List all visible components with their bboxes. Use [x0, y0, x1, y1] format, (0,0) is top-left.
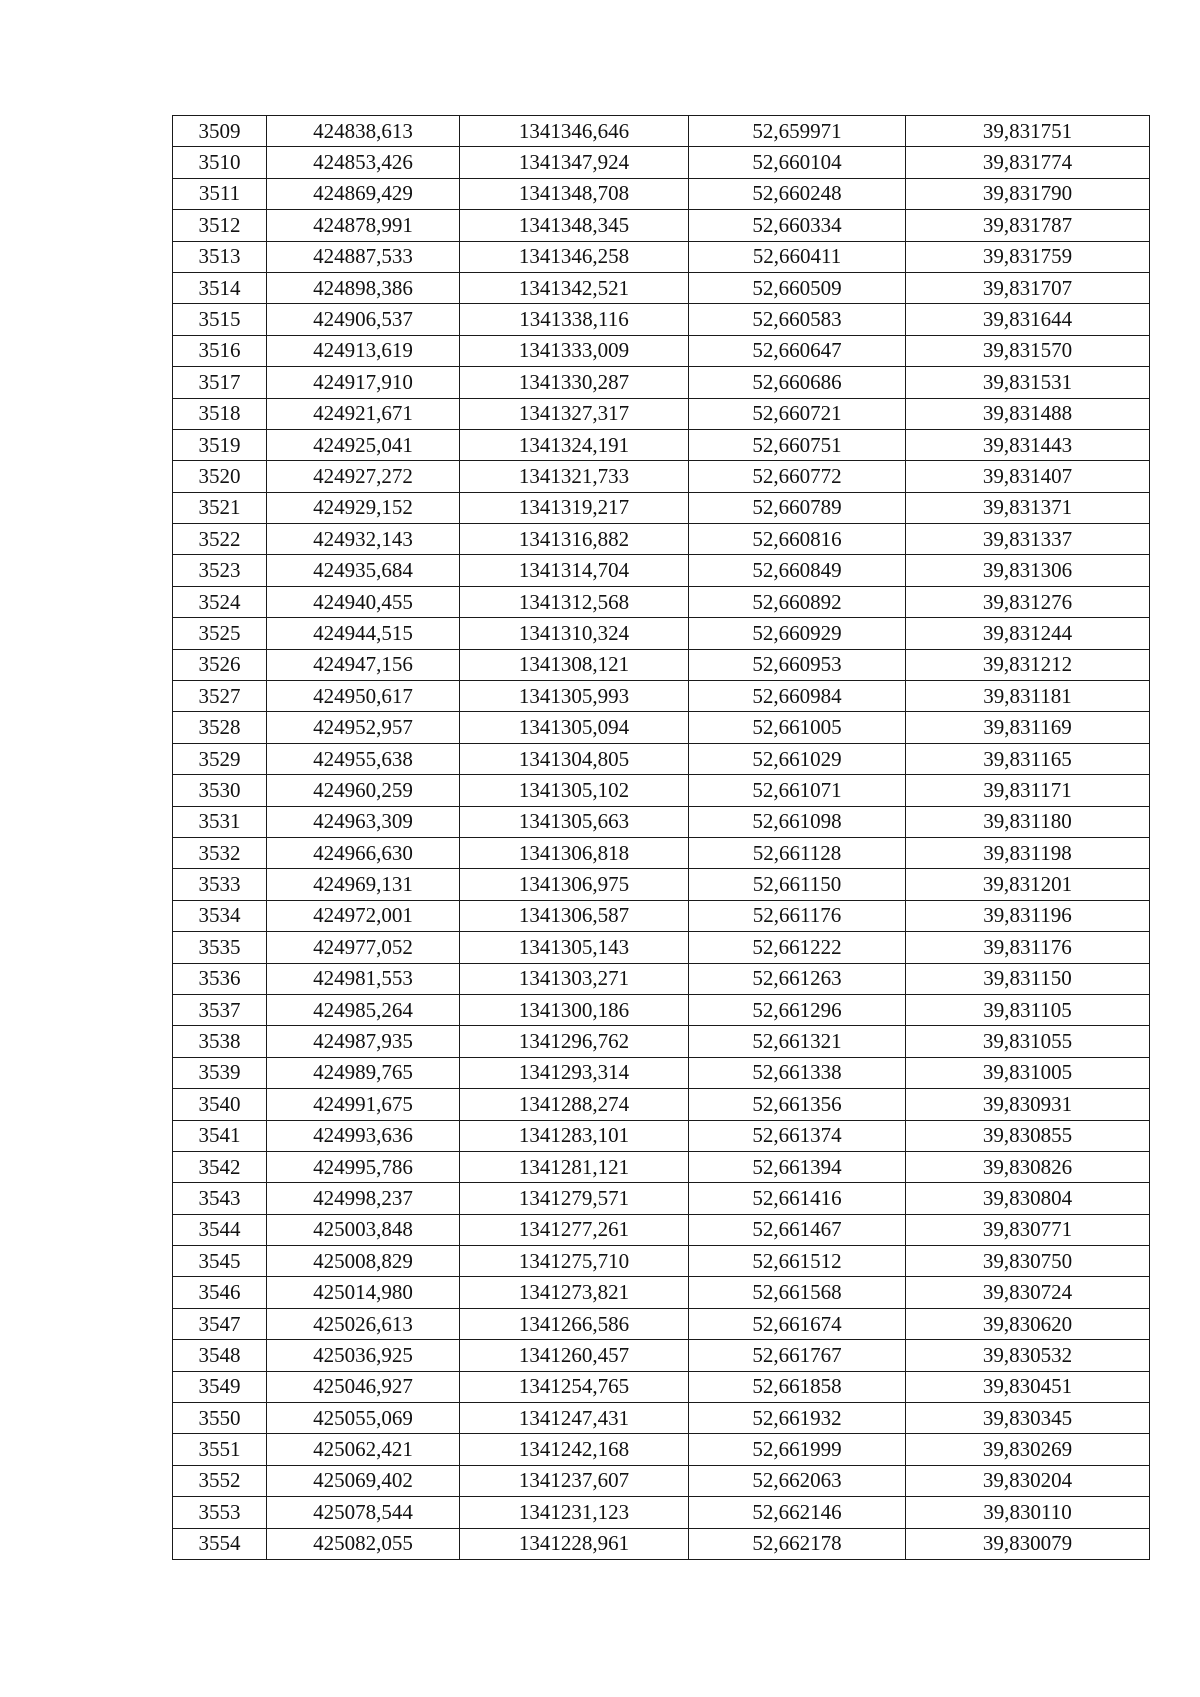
table-row: [173, 147, 1150, 178]
table-row: [173, 681, 1150, 712]
longitude-cell: 39,831150: [906, 963, 1150, 994]
y-coordinate-cell: 1341327,317: [460, 398, 689, 429]
point-number-cell: 3550: [173, 1403, 267, 1434]
x-coordinate-cell: 424947,156: [267, 649, 460, 680]
y-coordinate-cell: 1341314,704: [460, 555, 689, 586]
latitude-cell: 52,660892: [689, 586, 906, 617]
point-number-cell: 3512: [173, 210, 267, 241]
table-row: [173, 241, 1150, 272]
x-coordinate-cell: 425062,421: [267, 1434, 460, 1465]
latitude-cell: 52,660334: [689, 210, 906, 241]
latitude-cell: 52,660751: [689, 429, 906, 460]
x-coordinate-cell: 425008,829: [267, 1246, 460, 1277]
x-coordinate-cell: 424993,636: [267, 1120, 460, 1151]
latitude-cell: 52,660789: [689, 492, 906, 523]
point-number-cell: 3514: [173, 272, 267, 303]
point-number-cell: 3532: [173, 837, 267, 868]
longitude-cell: 39,831176: [906, 932, 1150, 963]
longitude-cell: 39,830826: [906, 1151, 1150, 1182]
y-coordinate-cell: 1341260,457: [460, 1340, 689, 1371]
latitude-cell: 52,661222: [689, 932, 906, 963]
y-coordinate-cell: 1341308,121: [460, 649, 689, 680]
point-number-cell: 3526: [173, 649, 267, 680]
longitude-cell: 39,831181: [906, 681, 1150, 712]
point-number-cell: 3546: [173, 1277, 267, 1308]
longitude-cell: 39,831244: [906, 618, 1150, 649]
latitude-cell: 52,661767: [689, 1340, 906, 1371]
table-row: [173, 1497, 1150, 1528]
table-row: [173, 492, 1150, 523]
point-number-cell: 3525: [173, 618, 267, 649]
y-coordinate-cell: 1341279,571: [460, 1183, 689, 1214]
x-coordinate-cell: 424950,617: [267, 681, 460, 712]
table-row: [173, 1246, 1150, 1277]
y-coordinate-cell: 1341306,818: [460, 837, 689, 868]
table-row: [173, 178, 1150, 209]
longitude-cell: 39,830804: [906, 1183, 1150, 1214]
point-number-cell: 3548: [173, 1340, 267, 1371]
y-coordinate-cell: 1341275,710: [460, 1246, 689, 1277]
table-row: [173, 1434, 1150, 1465]
y-coordinate-cell: 1341306,587: [460, 900, 689, 931]
y-coordinate-cell: 1341303,271: [460, 963, 689, 994]
x-coordinate-cell: 424935,684: [267, 555, 460, 586]
table-row: [173, 429, 1150, 460]
table-row: [173, 555, 1150, 586]
y-coordinate-cell: 1341312,568: [460, 586, 689, 617]
y-coordinate-cell: 1341305,102: [460, 775, 689, 806]
point-number-cell: 3552: [173, 1465, 267, 1496]
longitude-cell: 39,831165: [906, 743, 1150, 774]
x-coordinate-cell: 424898,386: [267, 272, 460, 303]
table-row: [173, 932, 1150, 963]
table-row: [173, 272, 1150, 303]
y-coordinate-cell: 1341348,345: [460, 210, 689, 241]
longitude-cell: 39,831005: [906, 1057, 1150, 1088]
longitude-cell: 39,831337: [906, 524, 1150, 555]
latitude-cell: 52,661005: [689, 712, 906, 743]
y-coordinate-cell: 1341330,287: [460, 367, 689, 398]
latitude-cell: 52,662178: [689, 1528, 906, 1559]
latitude-cell: 52,661128: [689, 837, 906, 868]
point-number-cell: 3541: [173, 1120, 267, 1151]
point-number-cell: 3535: [173, 932, 267, 963]
latitude-cell: 52,661321: [689, 1026, 906, 1057]
longitude-cell: 39,830204: [906, 1465, 1150, 1496]
longitude-cell: 39,831774: [906, 147, 1150, 178]
x-coordinate-cell: 424927,272: [267, 461, 460, 492]
coordinates-table: [172, 115, 1150, 1560]
x-coordinate-cell: 425055,069: [267, 1403, 460, 1434]
point-number-cell: 3545: [173, 1246, 267, 1277]
y-coordinate-cell: 1341319,217: [460, 492, 689, 523]
latitude-cell: 52,660647: [689, 335, 906, 366]
point-number-cell: 3536: [173, 963, 267, 994]
y-coordinate-cell: 1341266,586: [460, 1308, 689, 1339]
table-row: [173, 963, 1150, 994]
y-coordinate-cell: 1341304,805: [460, 743, 689, 774]
longitude-cell: 39,831196: [906, 900, 1150, 931]
y-coordinate-cell: 1341348,708: [460, 178, 689, 209]
latitude-cell: 52,660772: [689, 461, 906, 492]
y-coordinate-cell: 1341277,261: [460, 1214, 689, 1245]
x-coordinate-cell: 424887,533: [267, 241, 460, 272]
table-row: [173, 837, 1150, 868]
longitude-cell: 39,831707: [906, 272, 1150, 303]
table-row: [173, 335, 1150, 366]
table-row: [173, 1308, 1150, 1339]
coordinates-table-body: [173, 116, 1150, 1560]
y-coordinate-cell: 1341237,607: [460, 1465, 689, 1496]
table-row: [173, 1371, 1150, 1402]
latitude-cell: 52,661176: [689, 900, 906, 931]
x-coordinate-cell: 425078,544: [267, 1497, 460, 1528]
point-number-cell: 3538: [173, 1026, 267, 1057]
latitude-cell: 52,659971: [689, 116, 906, 147]
longitude-cell: 39,830345: [906, 1403, 1150, 1434]
x-coordinate-cell: 424929,152: [267, 492, 460, 523]
point-number-cell: 3521: [173, 492, 267, 523]
latitude-cell: 52,660411: [689, 241, 906, 272]
x-coordinate-cell: 425082,055: [267, 1528, 460, 1559]
latitude-cell: 52,661098: [689, 806, 906, 837]
table-row: [173, 398, 1150, 429]
point-number-cell: 3517: [173, 367, 267, 398]
x-coordinate-cell: 425026,613: [267, 1308, 460, 1339]
latitude-cell: 52,662146: [689, 1497, 906, 1528]
point-number-cell: 3544: [173, 1214, 267, 1245]
y-coordinate-cell: 1341324,191: [460, 429, 689, 460]
point-number-cell: 3527: [173, 681, 267, 712]
point-number-cell: 3533: [173, 869, 267, 900]
point-number-cell: 3554: [173, 1528, 267, 1559]
x-coordinate-cell: 424913,619: [267, 335, 460, 366]
longitude-cell: 39,831759: [906, 241, 1150, 272]
point-number-cell: 3528: [173, 712, 267, 743]
y-coordinate-cell: 1341293,314: [460, 1057, 689, 1088]
table-row: [173, 210, 1150, 241]
x-coordinate-cell: 424969,131: [267, 869, 460, 900]
longitude-cell: 39,830750: [906, 1246, 1150, 1277]
longitude-cell: 39,831531: [906, 367, 1150, 398]
table-row: [173, 116, 1150, 147]
table-row: [173, 649, 1150, 680]
latitude-cell: 52,661150: [689, 869, 906, 900]
longitude-cell: 39,831787: [906, 210, 1150, 241]
x-coordinate-cell: 424960,259: [267, 775, 460, 806]
y-coordinate-cell: 1341242,168: [460, 1434, 689, 1465]
y-coordinate-cell: 1341231,123: [460, 1497, 689, 1528]
latitude-cell: 52,660686: [689, 367, 906, 398]
table-row: [173, 869, 1150, 900]
x-coordinate-cell: 424998,237: [267, 1183, 460, 1214]
table-row: [173, 900, 1150, 931]
longitude-cell: 39,830620: [906, 1308, 1150, 1339]
point-number-cell: 3529: [173, 743, 267, 774]
table-row: [173, 1026, 1150, 1057]
x-coordinate-cell: 424966,630: [267, 837, 460, 868]
latitude-cell: 52,661932: [689, 1403, 906, 1434]
latitude-cell: 52,661674: [689, 1308, 906, 1339]
longitude-cell: 39,831171: [906, 775, 1150, 806]
y-coordinate-cell: 1341288,274: [460, 1089, 689, 1120]
x-coordinate-cell: 424940,455: [267, 586, 460, 617]
point-number-cell: 3530: [173, 775, 267, 806]
latitude-cell: 52,661356: [689, 1089, 906, 1120]
y-coordinate-cell: 1341346,646: [460, 116, 689, 147]
y-coordinate-cell: 1341300,186: [460, 994, 689, 1025]
y-coordinate-cell: 1341333,009: [460, 335, 689, 366]
longitude-cell: 39,831198: [906, 837, 1150, 868]
latitude-cell: 52,660929: [689, 618, 906, 649]
x-coordinate-cell: 424944,515: [267, 618, 460, 649]
latitude-cell: 52,661263: [689, 963, 906, 994]
x-coordinate-cell: 425046,927: [267, 1371, 460, 1402]
table-row: [173, 1089, 1150, 1120]
y-coordinate-cell: 1341310,324: [460, 618, 689, 649]
point-number-cell: 3523: [173, 555, 267, 586]
table-row: [173, 994, 1150, 1025]
point-number-cell: 3515: [173, 304, 267, 335]
latitude-cell: 52,662063: [689, 1465, 906, 1496]
point-number-cell: 3516: [173, 335, 267, 366]
table-row: [173, 461, 1150, 492]
x-coordinate-cell: 425036,925: [267, 1340, 460, 1371]
latitude-cell: 52,660953: [689, 649, 906, 680]
table-row: [173, 1277, 1150, 1308]
y-coordinate-cell: 1341296,762: [460, 1026, 689, 1057]
longitude-cell: 39,830079: [906, 1528, 1150, 1559]
table-row: [173, 1528, 1150, 1559]
x-coordinate-cell: 424995,786: [267, 1151, 460, 1182]
longitude-cell: 39,831443: [906, 429, 1150, 460]
longitude-cell: 39,831201: [906, 869, 1150, 900]
table-row: [173, 1120, 1150, 1151]
y-coordinate-cell: 1341305,993: [460, 681, 689, 712]
longitude-cell: 39,831180: [906, 806, 1150, 837]
x-coordinate-cell: 424853,426: [267, 147, 460, 178]
point-number-cell: 3542: [173, 1151, 267, 1182]
table-row: [173, 1403, 1150, 1434]
latitude-cell: 52,660816: [689, 524, 906, 555]
point-number-cell: 3537: [173, 994, 267, 1025]
point-number-cell: 3531: [173, 806, 267, 837]
longitude-cell: 39,831790: [906, 178, 1150, 209]
x-coordinate-cell: 424878,991: [267, 210, 460, 241]
x-coordinate-cell: 425003,848: [267, 1214, 460, 1245]
latitude-cell: 52,660849: [689, 555, 906, 586]
point-number-cell: 3520: [173, 461, 267, 492]
table-row: [173, 712, 1150, 743]
y-coordinate-cell: 1341338,116: [460, 304, 689, 335]
point-number-cell: 3547: [173, 1308, 267, 1339]
x-coordinate-cell: 424869,429: [267, 178, 460, 209]
x-coordinate-cell: 424987,935: [267, 1026, 460, 1057]
table-row: [173, 1340, 1150, 1371]
longitude-cell: 39,831306: [906, 555, 1150, 586]
latitude-cell: 52,661071: [689, 775, 906, 806]
y-coordinate-cell: 1341305,143: [460, 932, 689, 963]
table-row: [173, 1057, 1150, 1088]
longitude-cell: 39,831407: [906, 461, 1150, 492]
x-coordinate-cell: 424932,143: [267, 524, 460, 555]
table-row: [173, 618, 1150, 649]
latitude-cell: 52,661512: [689, 1246, 906, 1277]
y-coordinate-cell: 1341316,882: [460, 524, 689, 555]
latitude-cell: 52,660509: [689, 272, 906, 303]
point-number-cell: 3540: [173, 1089, 267, 1120]
latitude-cell: 52,661416: [689, 1183, 906, 1214]
longitude-cell: 39,831751: [906, 116, 1150, 147]
x-coordinate-cell: 424921,671: [267, 398, 460, 429]
y-coordinate-cell: 1341247,431: [460, 1403, 689, 1434]
longitude-cell: 39,831276: [906, 586, 1150, 617]
longitude-cell: 39,831570: [906, 335, 1150, 366]
point-number-cell: 3553: [173, 1497, 267, 1528]
point-number-cell: 3539: [173, 1057, 267, 1088]
longitude-cell: 39,830532: [906, 1340, 1150, 1371]
longitude-cell: 39,831644: [906, 304, 1150, 335]
latitude-cell: 52,661999: [689, 1434, 906, 1465]
y-coordinate-cell: 1341342,521: [460, 272, 689, 303]
x-coordinate-cell: 424985,264: [267, 994, 460, 1025]
point-number-cell: 3511: [173, 178, 267, 209]
y-coordinate-cell: 1341346,258: [460, 241, 689, 272]
point-number-cell: 3524: [173, 586, 267, 617]
x-coordinate-cell: 424906,537: [267, 304, 460, 335]
longitude-cell: 39,830110: [906, 1497, 1150, 1528]
table-row: [173, 743, 1150, 774]
y-coordinate-cell: 1341273,821: [460, 1277, 689, 1308]
point-number-cell: 3534: [173, 900, 267, 931]
y-coordinate-cell: 1341306,975: [460, 869, 689, 900]
x-coordinate-cell: 425069,402: [267, 1465, 460, 1496]
x-coordinate-cell: 424952,957: [267, 712, 460, 743]
table-row: [173, 1151, 1150, 1182]
latitude-cell: 52,661029: [689, 743, 906, 774]
longitude-cell: 39,830451: [906, 1371, 1150, 1402]
point-number-cell: 3551: [173, 1434, 267, 1465]
longitude-cell: 39,831488: [906, 398, 1150, 429]
latitude-cell: 52,660721: [689, 398, 906, 429]
x-coordinate-cell: 424963,309: [267, 806, 460, 837]
table-row: [173, 806, 1150, 837]
longitude-cell: 39,830269: [906, 1434, 1150, 1465]
point-number-cell: 3543: [173, 1183, 267, 1214]
longitude-cell: 39,831371: [906, 492, 1150, 523]
latitude-cell: 52,661296: [689, 994, 906, 1025]
longitude-cell: 39,830931: [906, 1089, 1150, 1120]
table-row: [173, 367, 1150, 398]
point-number-cell: 3513: [173, 241, 267, 272]
point-number-cell: 3518: [173, 398, 267, 429]
x-coordinate-cell: 424991,675: [267, 1089, 460, 1120]
table-row: [173, 1183, 1150, 1214]
x-coordinate-cell: 424955,638: [267, 743, 460, 774]
table-row: [173, 775, 1150, 806]
x-coordinate-cell: 424981,553: [267, 963, 460, 994]
y-coordinate-cell: 1341228,961: [460, 1528, 689, 1559]
point-number-cell: 3509: [173, 116, 267, 147]
y-coordinate-cell: 1341321,733: [460, 461, 689, 492]
longitude-cell: 39,830771: [906, 1214, 1150, 1245]
latitude-cell: 52,661467: [689, 1214, 906, 1245]
x-coordinate-cell: 424977,052: [267, 932, 460, 963]
latitude-cell: 52,661394: [689, 1151, 906, 1182]
table-row: [173, 1465, 1150, 1496]
longitude-cell: 39,831105: [906, 994, 1150, 1025]
y-coordinate-cell: 1341347,924: [460, 147, 689, 178]
x-coordinate-cell: 424925,041: [267, 429, 460, 460]
latitude-cell: 52,660583: [689, 304, 906, 335]
table-row: [173, 1214, 1150, 1245]
x-coordinate-cell: 424989,765: [267, 1057, 460, 1088]
latitude-cell: 52,660984: [689, 681, 906, 712]
table-row: [173, 304, 1150, 335]
y-coordinate-cell: 1341281,121: [460, 1151, 689, 1182]
latitude-cell: 52,660248: [689, 178, 906, 209]
longitude-cell: 39,831169: [906, 712, 1150, 743]
longitude-cell: 39,830855: [906, 1120, 1150, 1151]
latitude-cell: 52,661568: [689, 1277, 906, 1308]
point-number-cell: 3549: [173, 1371, 267, 1402]
latitude-cell: 52,661374: [689, 1120, 906, 1151]
point-number-cell: 3510: [173, 147, 267, 178]
longitude-cell: 39,831212: [906, 649, 1150, 680]
point-number-cell: 3522: [173, 524, 267, 555]
latitude-cell: 52,661858: [689, 1371, 906, 1402]
table-row: [173, 524, 1150, 555]
y-coordinate-cell: 1341305,094: [460, 712, 689, 743]
x-coordinate-cell: 424972,001: [267, 900, 460, 931]
latitude-cell: 52,661338: [689, 1057, 906, 1088]
latitude-cell: 52,660104: [689, 147, 906, 178]
x-coordinate-cell: 425014,980: [267, 1277, 460, 1308]
point-number-cell: 3519: [173, 429, 267, 460]
y-coordinate-cell: 1341283,101: [460, 1120, 689, 1151]
table-row: [173, 586, 1150, 617]
longitude-cell: 39,830724: [906, 1277, 1150, 1308]
y-coordinate-cell: 1341305,663: [460, 806, 689, 837]
y-coordinate-cell: 1341254,765: [460, 1371, 689, 1402]
x-coordinate-cell: 424838,613: [267, 116, 460, 147]
x-coordinate-cell: 424917,910: [267, 367, 460, 398]
longitude-cell: 39,831055: [906, 1026, 1150, 1057]
